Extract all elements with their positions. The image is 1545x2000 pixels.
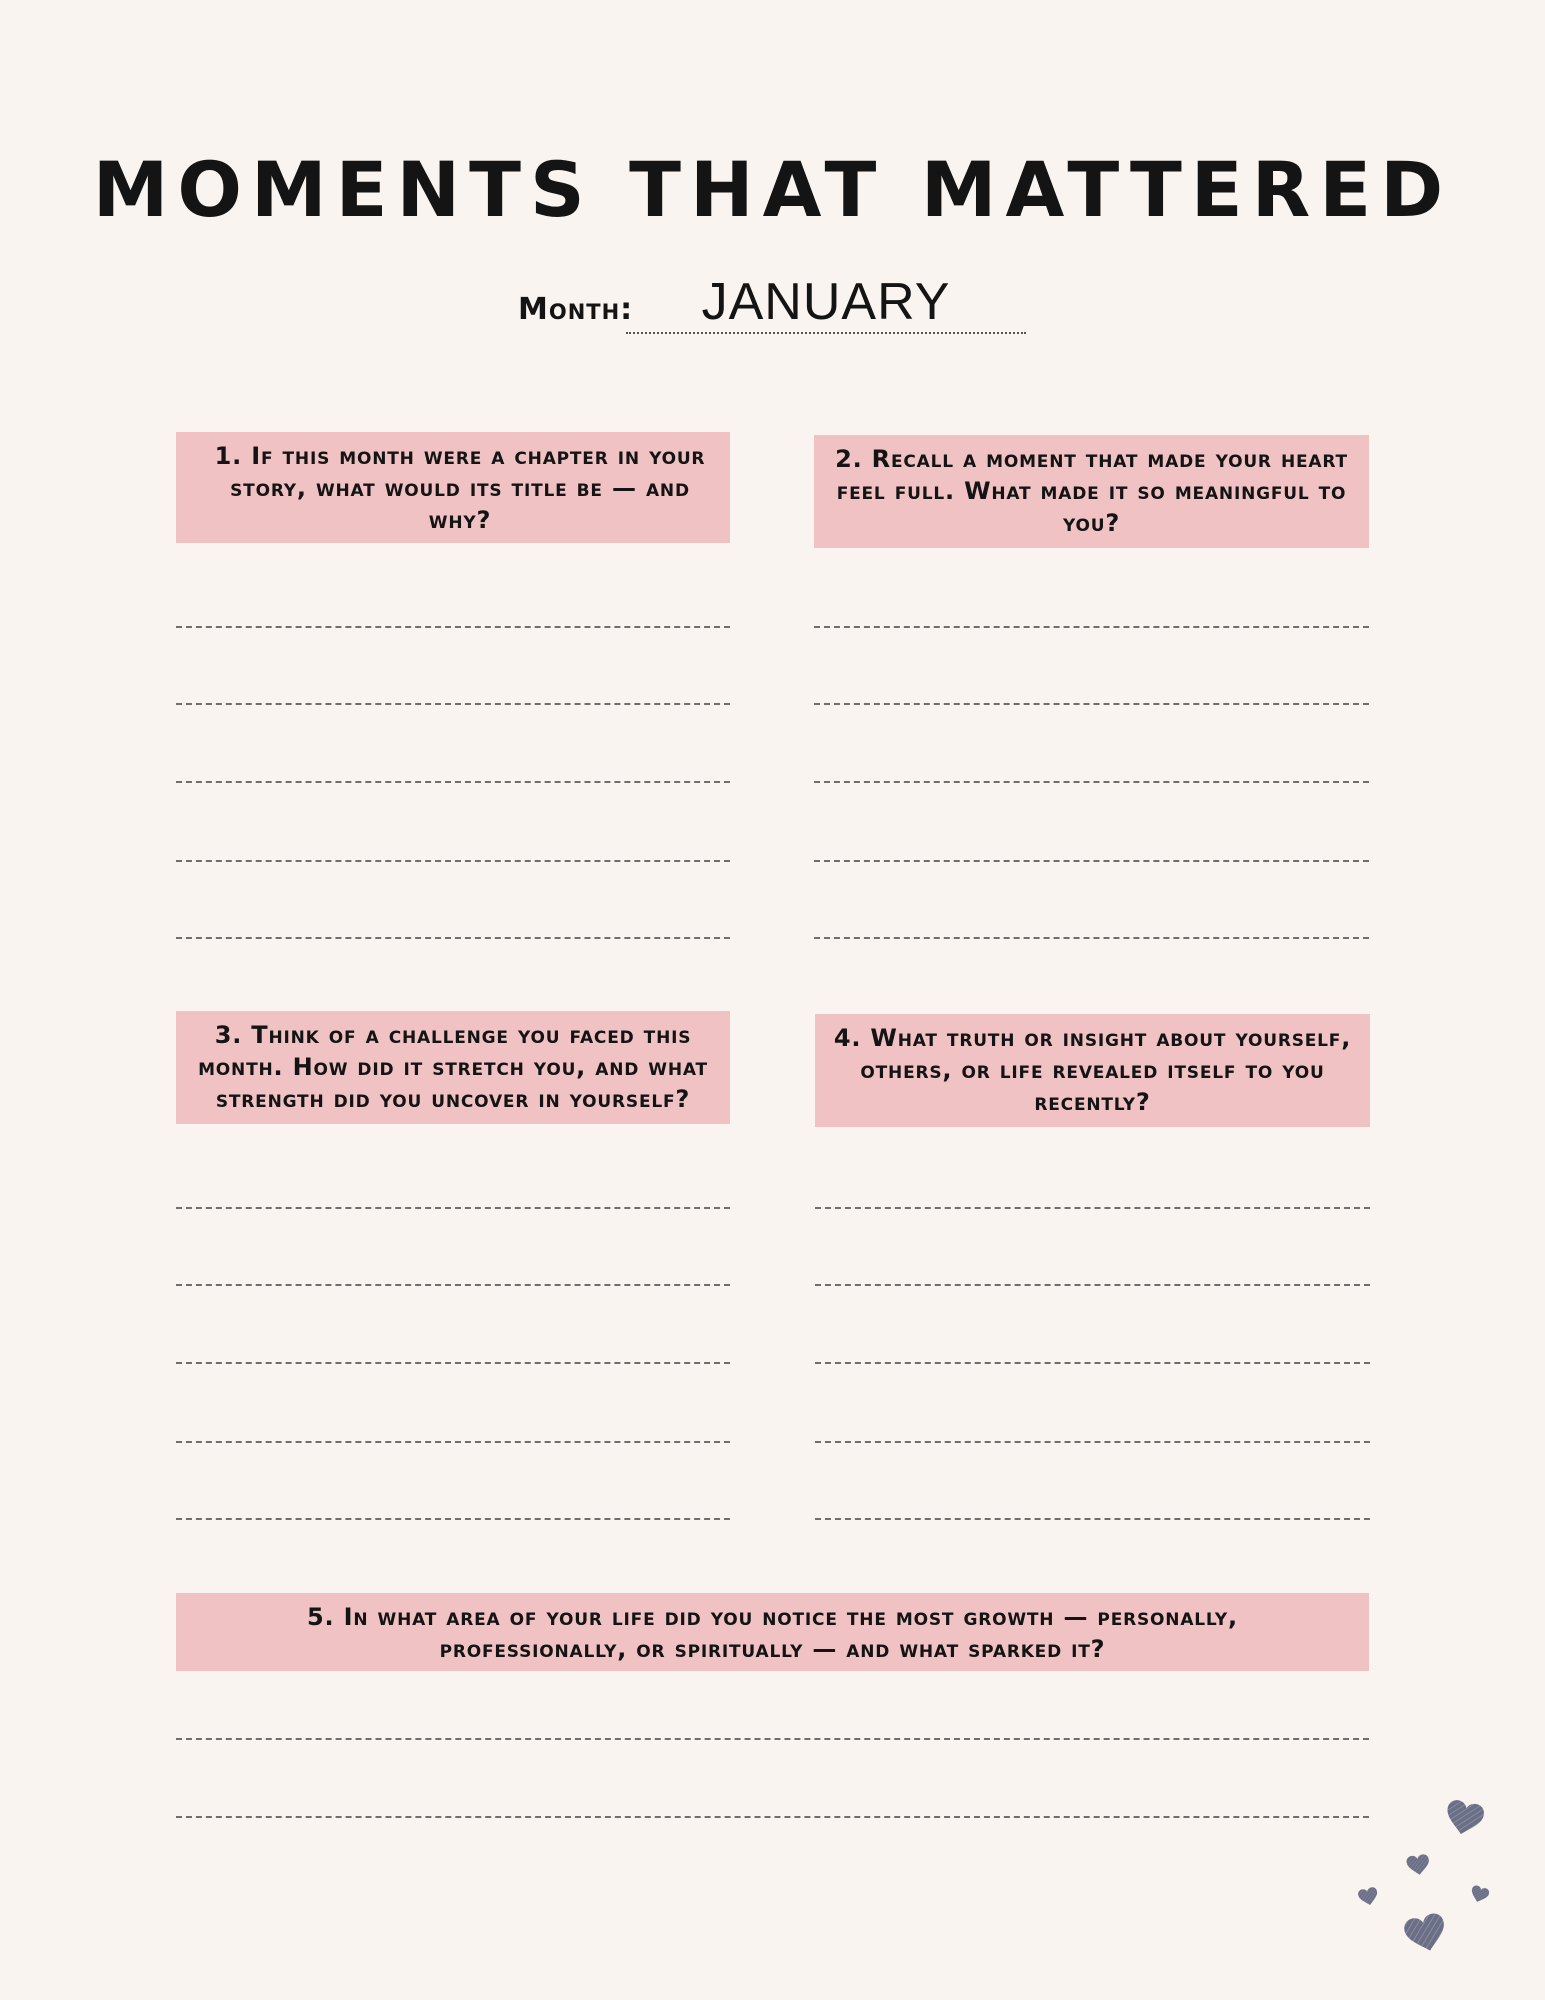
month-label: Month: (518, 292, 634, 327)
page-title: MOMENTS THAT MATTERED (92, 145, 1453, 234)
heart-icon (1443, 1798, 1486, 1838)
prompt-3: 3. Think of a challenge you faced this month. How did it stretch you, and what strength did you uncover in yourself? (176, 1011, 730, 1124)
heart-icon (1402, 1911, 1449, 1955)
answer-line[interactable] (815, 1441, 1370, 1443)
answer-line[interactable] (814, 937, 1369, 939)
month-field[interactable]: JANUARY (701, 273, 951, 331)
heart-cluster-icon (1340, 1790, 1520, 1970)
answer-line[interactable] (176, 860, 730, 862)
answer-line[interactable] (814, 626, 1369, 628)
answer-line[interactable] (176, 1207, 730, 1209)
answer-line[interactable] (176, 1518, 730, 1520)
heart-icon (1406, 1854, 1431, 1877)
prompt-2: 2. Recall a moment that made your heart feel full. What made it so meaningful to you? (814, 435, 1369, 548)
answer-line[interactable] (814, 781, 1369, 783)
answer-line[interactable] (176, 1441, 730, 1443)
answer-line[interactable] (176, 1816, 1369, 1818)
answer-line[interactable] (815, 1284, 1370, 1286)
answer-line[interactable] (815, 1518, 1370, 1520)
answer-line[interactable] (176, 937, 730, 939)
answer-line[interactable] (815, 1362, 1370, 1364)
answer-line[interactable] (176, 1738, 1369, 1740)
answer-line[interactable] (176, 1362, 730, 1364)
answer-line[interactable] (815, 1207, 1370, 1209)
answer-line[interactable] (176, 1284, 730, 1286)
answer-line[interactable] (176, 781, 730, 783)
prompt-1: 1. If this month were a chapter in your story, what would its title be — and why? (176, 432, 730, 543)
prompt-4: 4. What truth or insight about yourself, others, or life revealed itself to you recently? (815, 1014, 1370, 1127)
prompt-5: 5. In what area of your life did you notice the most growth — personally, professionally, or spiritually — and what sparked it? (176, 1593, 1369, 1671)
answer-line[interactable] (814, 703, 1369, 705)
heart-icon (1357, 1886, 1379, 1907)
answer-line[interactable] (814, 860, 1369, 862)
month-underline (626, 332, 1026, 334)
heart-icon (1469, 1884, 1491, 1904)
answer-line[interactable] (176, 626, 730, 628)
answer-line[interactable] (176, 703, 730, 705)
